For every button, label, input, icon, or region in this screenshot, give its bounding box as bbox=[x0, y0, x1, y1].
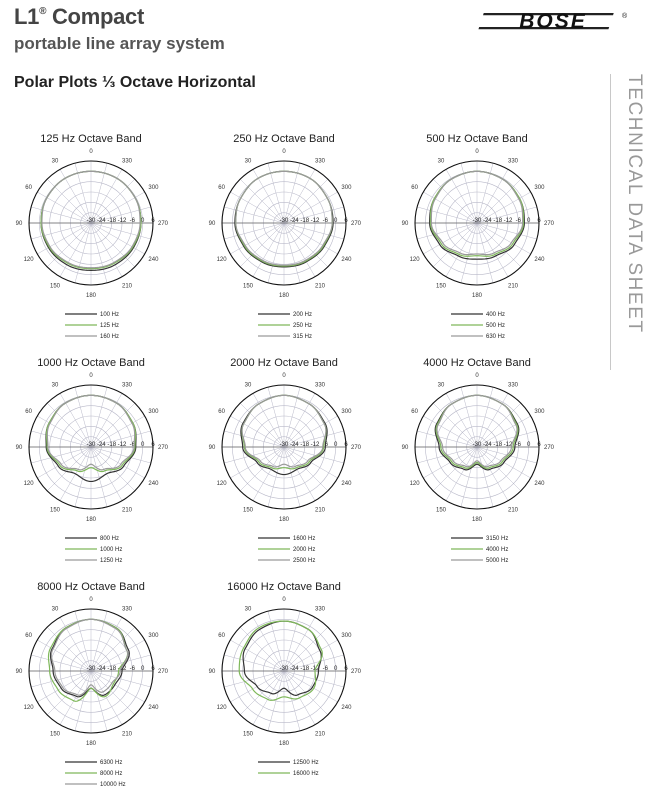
legend-label: 2000 Hz bbox=[293, 547, 316, 553]
angle-label: 210 bbox=[121, 731, 133, 738]
grid-spoke bbox=[91, 223, 135, 267]
angle-label: 90 bbox=[15, 445, 23, 451]
polar-chart bbox=[16, 357, 169, 564]
polar-chart bbox=[209, 133, 362, 340]
grid-spoke bbox=[284, 179, 328, 223]
angle-label: 330 bbox=[314, 382, 326, 389]
angle-label: 150 bbox=[49, 507, 61, 514]
radial-label: 0 bbox=[141, 218, 145, 224]
angle-label: 180 bbox=[278, 293, 290, 299]
grid-spoke bbox=[60, 671, 91, 725]
angle-label: 240 bbox=[341, 257, 352, 263]
logo-registered-mark: ® bbox=[622, 13, 628, 20]
angle-label: 30 bbox=[244, 606, 252, 613]
grid-spoke bbox=[230, 192, 284, 223]
grid-spoke bbox=[446, 223, 477, 277]
chart-title: 8000 Hz Octave Band bbox=[37, 581, 145, 593]
angle-label: 300 bbox=[534, 409, 545, 415]
angle-label: 60 bbox=[25, 633, 32, 639]
angle-label: 240 bbox=[534, 481, 545, 487]
angle-label: 240 bbox=[148, 481, 159, 487]
radial-label: -18 bbox=[300, 442, 310, 448]
angle-label: 210 bbox=[121, 507, 133, 514]
legend-label: 160 Hz bbox=[100, 334, 120, 340]
radial-label: -12 bbox=[310, 442, 320, 448]
product-subtitle: portable line array system bbox=[14, 34, 225, 53]
legend-label: 1250 Hz bbox=[100, 558, 123, 564]
angle-label: 90 bbox=[15, 669, 23, 675]
radial-label: 0 bbox=[334, 442, 338, 448]
radial-label: -24 bbox=[482, 442, 492, 448]
angle-label: 180 bbox=[471, 517, 483, 523]
grid-spoke bbox=[60, 617, 91, 671]
angle-label: 180 bbox=[471, 293, 483, 299]
angle-label: 30 bbox=[51, 606, 59, 613]
grid-spoke bbox=[253, 393, 284, 447]
angle-label: 210 bbox=[121, 283, 133, 290]
radial-label: -30 bbox=[86, 218, 96, 224]
radial-label: -12 bbox=[117, 442, 127, 448]
grid-spoke bbox=[240, 403, 284, 447]
grid-spoke bbox=[60, 393, 91, 447]
grid-spoke bbox=[253, 223, 284, 277]
legend-label: 1600 Hz bbox=[293, 536, 316, 542]
grid-spoke bbox=[37, 192, 91, 223]
chart-title: 4000 Hz Octave Band bbox=[423, 357, 531, 369]
legend-label: 630 Hz bbox=[486, 334, 506, 340]
angle-label: 300 bbox=[148, 185, 159, 191]
grid-spoke bbox=[91, 403, 135, 447]
angle-label: 330 bbox=[121, 606, 133, 613]
angle-label: 150 bbox=[242, 507, 254, 514]
angle-label: 330 bbox=[314, 158, 326, 165]
angle-label: 330 bbox=[121, 382, 133, 389]
section-title: Polar Plots ⅓ Octave Horizontal bbox=[14, 74, 256, 91]
angle-label: 0 bbox=[89, 149, 93, 155]
grid-spoke bbox=[284, 393, 315, 447]
angle-label: 120 bbox=[409, 481, 420, 487]
radial-label: -24 bbox=[96, 218, 106, 224]
angle-label: 180 bbox=[85, 741, 97, 747]
angle-label: 300 bbox=[148, 633, 159, 639]
radial-label: -18 bbox=[493, 218, 503, 224]
legend-label: 6300 Hz bbox=[100, 760, 123, 766]
angle-label: 150 bbox=[242, 283, 254, 290]
polar-chart bbox=[16, 133, 169, 340]
angle-label: 240 bbox=[341, 481, 352, 487]
angle-label: 60 bbox=[25, 185, 32, 191]
angle-label: 180 bbox=[85, 517, 97, 523]
grid-spoke bbox=[240, 179, 284, 223]
radial-label: -30 bbox=[279, 666, 289, 672]
legend-label: 3150 Hz bbox=[486, 536, 509, 542]
chart-title: 1000 Hz Octave Band bbox=[37, 357, 145, 369]
radial-label: -24 bbox=[289, 218, 299, 224]
grid-spoke bbox=[423, 416, 477, 447]
angle-label: 270 bbox=[350, 221, 362, 227]
angle-label: 270 bbox=[157, 221, 169, 227]
legend-label: 800 Hz bbox=[100, 536, 120, 542]
grid-spoke bbox=[446, 393, 477, 447]
angle-label: 270 bbox=[157, 669, 169, 675]
angle-label: 270 bbox=[157, 445, 169, 451]
legend-label: 1000 Hz bbox=[100, 547, 123, 553]
polar-chart bbox=[209, 581, 362, 777]
legend-label: 16000 Hz bbox=[293, 771, 319, 777]
angle-label: 300 bbox=[534, 185, 545, 191]
angle-label: 120 bbox=[23, 481, 34, 487]
legend-label: 500 Hz bbox=[486, 323, 506, 329]
grid-spoke bbox=[477, 179, 521, 223]
grid-spoke bbox=[91, 179, 135, 223]
radial-label: -24 bbox=[96, 442, 106, 448]
grid-spoke bbox=[433, 179, 477, 223]
angle-label: 30 bbox=[437, 158, 445, 165]
angle-label: 270 bbox=[543, 221, 555, 227]
angle-label: 180 bbox=[278, 517, 290, 523]
angle-label: 240 bbox=[341, 705, 352, 711]
angle-label: 120 bbox=[216, 481, 227, 487]
sidebar-label: TECHNICAL DATA SHEET bbox=[624, 74, 645, 334]
radial-label: -30 bbox=[472, 442, 482, 448]
angle-label: 60 bbox=[411, 185, 418, 191]
grid-spoke bbox=[91, 671, 122, 725]
radial-label: -18 bbox=[300, 666, 310, 672]
grid-spoke bbox=[60, 169, 91, 223]
radial-label: 6 bbox=[151, 442, 155, 448]
angle-label: 90 bbox=[208, 221, 216, 227]
angle-label: 330 bbox=[121, 158, 133, 165]
grid-spoke bbox=[446, 169, 477, 223]
angle-label: 120 bbox=[23, 257, 34, 263]
radial-label: -12 bbox=[310, 218, 320, 224]
angle-label: 240 bbox=[148, 705, 159, 711]
angle-label: 240 bbox=[534, 257, 545, 263]
legend-label: 250 Hz bbox=[293, 323, 313, 329]
angle-label: 300 bbox=[341, 633, 352, 639]
radial-label: -30 bbox=[472, 218, 482, 224]
angle-label: 30 bbox=[244, 382, 252, 389]
angle-label: 210 bbox=[314, 731, 326, 738]
radial-label: 0 bbox=[527, 218, 531, 224]
grid-spoke bbox=[284, 671, 338, 702]
angle-label: 90 bbox=[15, 221, 23, 227]
angle-label: 30 bbox=[244, 158, 252, 165]
radial-label: -18 bbox=[300, 218, 310, 224]
angle-label: 90 bbox=[401, 221, 409, 227]
angle-label: 0 bbox=[475, 373, 479, 379]
radial-label: -18 bbox=[107, 218, 117, 224]
legend-label: 12500 Hz bbox=[293, 760, 319, 766]
grid-spoke bbox=[477, 223, 508, 277]
radial-label: 0 bbox=[334, 218, 338, 224]
angle-label: 120 bbox=[409, 257, 420, 263]
angle-label: 150 bbox=[435, 283, 447, 290]
radial-label: -6 bbox=[515, 442, 521, 448]
radial-label: -12 bbox=[503, 218, 513, 224]
angle-label: 300 bbox=[341, 185, 352, 191]
radial-label: -6 bbox=[322, 442, 328, 448]
radial-label: 0 bbox=[527, 442, 531, 448]
legend-label: 8000 Hz bbox=[100, 771, 123, 777]
angle-label: 120 bbox=[216, 257, 227, 263]
radial-label: 0 bbox=[141, 666, 145, 672]
radial-label: 0 bbox=[334, 666, 338, 672]
polar-chart bbox=[402, 357, 555, 564]
angle-label: 210 bbox=[314, 283, 326, 290]
chart-title: 125 Hz Octave Band bbox=[40, 133, 142, 145]
grid-spoke bbox=[91, 169, 122, 223]
radial-label: 0 bbox=[141, 442, 145, 448]
grid-spoke bbox=[47, 223, 91, 267]
grid-spoke bbox=[240, 627, 284, 671]
radial-label: -30 bbox=[279, 218, 289, 224]
legend-label: 5000 Hz bbox=[486, 558, 509, 564]
legend-label: 400 Hz bbox=[486, 312, 506, 318]
angle-label: 0 bbox=[282, 373, 286, 379]
angle-label: 180 bbox=[85, 293, 97, 299]
radial-label: -12 bbox=[117, 666, 127, 672]
angle-label: 120 bbox=[216, 705, 227, 711]
grid-spoke bbox=[284, 403, 328, 447]
angle-label: 60 bbox=[218, 185, 225, 191]
angle-label: 300 bbox=[341, 409, 352, 415]
radial-label: -30 bbox=[86, 442, 96, 448]
grid-spoke bbox=[284, 223, 338, 254]
grid-spoke bbox=[37, 640, 91, 671]
grid-spoke bbox=[37, 416, 91, 447]
grid-spoke bbox=[47, 403, 91, 447]
grid-spoke bbox=[91, 393, 122, 447]
legend-label: 100 Hz bbox=[100, 312, 120, 318]
angle-label: 0 bbox=[89, 597, 93, 603]
radial-label: -6 bbox=[129, 218, 135, 224]
angle-label: 210 bbox=[507, 507, 519, 514]
grid-spoke bbox=[37, 447, 91, 478]
angle-label: 330 bbox=[507, 382, 519, 389]
chart-title: 2000 Hz Octave Band bbox=[230, 357, 338, 369]
angle-label: 300 bbox=[148, 409, 159, 415]
radial-label: -18 bbox=[107, 666, 117, 672]
radial-label: 6 bbox=[344, 442, 348, 448]
angle-label: 90 bbox=[208, 445, 216, 451]
grid-spoke bbox=[47, 179, 91, 223]
grid-spoke bbox=[284, 169, 315, 223]
radial-label: 6 bbox=[151, 666, 155, 672]
radial-label: 6 bbox=[151, 218, 155, 224]
logo-wordmark: BOSE bbox=[519, 10, 587, 33]
product-title: L1® Compact bbox=[14, 4, 144, 29]
legend-label: 4000 Hz bbox=[486, 547, 509, 553]
angle-label: 210 bbox=[314, 507, 326, 514]
angle-label: 60 bbox=[218, 409, 225, 415]
grid-spoke bbox=[230, 223, 284, 254]
grid-spoke bbox=[253, 169, 284, 223]
grid-spoke bbox=[477, 169, 508, 223]
radial-label: -24 bbox=[289, 666, 299, 672]
angle-label: 150 bbox=[49, 283, 61, 290]
angle-label: 330 bbox=[314, 606, 326, 613]
legend-label: 200 Hz bbox=[293, 312, 313, 318]
legend-label: 315 Hz bbox=[293, 334, 313, 340]
grid-spoke bbox=[284, 223, 315, 277]
angle-label: 180 bbox=[278, 741, 290, 747]
legend-label: 2500 Hz bbox=[293, 558, 316, 564]
radial-label: -12 bbox=[117, 218, 127, 224]
radial-label: -6 bbox=[129, 442, 135, 448]
angle-label: 60 bbox=[218, 633, 225, 639]
grid-spoke bbox=[91, 617, 122, 671]
chart-title: 250 Hz Octave Band bbox=[233, 133, 335, 145]
angle-label: 120 bbox=[23, 705, 34, 711]
grid-spoke bbox=[91, 447, 145, 478]
radial-label: -6 bbox=[515, 218, 521, 224]
angle-label: 0 bbox=[89, 373, 93, 379]
angle-label: 60 bbox=[25, 409, 32, 415]
legend-label: 10000 Hz bbox=[100, 782, 126, 788]
radial-label: 6 bbox=[537, 442, 541, 448]
angle-label: 30 bbox=[51, 382, 59, 389]
legend-label: 125 Hz bbox=[100, 323, 120, 329]
grid-spoke bbox=[477, 447, 508, 501]
angle-label: 0 bbox=[282, 149, 286, 155]
radial-label: 6 bbox=[344, 666, 348, 672]
radial-label: -6 bbox=[129, 666, 135, 672]
chart-title: 16000 Hz Octave Band bbox=[227, 581, 341, 593]
angle-label: 210 bbox=[507, 283, 519, 290]
radial-label: -24 bbox=[289, 442, 299, 448]
radial-label: -30 bbox=[86, 666, 96, 672]
grid-spoke bbox=[477, 393, 508, 447]
angle-label: 0 bbox=[282, 597, 286, 603]
angle-label: 270 bbox=[350, 445, 362, 451]
grid-spoke bbox=[230, 416, 284, 447]
angle-label: 90 bbox=[401, 445, 409, 451]
angle-label: 0 bbox=[475, 149, 479, 155]
radial-label: -30 bbox=[279, 442, 289, 448]
radial-label: -6 bbox=[322, 666, 328, 672]
radial-label: -12 bbox=[503, 442, 513, 448]
radial-label: -18 bbox=[107, 442, 117, 448]
radial-label: -24 bbox=[96, 666, 106, 672]
grid-spoke bbox=[230, 640, 284, 671]
radial-label: 6 bbox=[537, 218, 541, 224]
angle-label: 150 bbox=[242, 731, 254, 738]
angle-label: 330 bbox=[507, 158, 519, 165]
polar-chart bbox=[209, 357, 362, 564]
polar-chart bbox=[402, 133, 555, 340]
angle-label: 90 bbox=[208, 669, 216, 675]
angle-label: 30 bbox=[51, 158, 59, 165]
angle-label: 270 bbox=[350, 669, 362, 675]
angle-label: 150 bbox=[435, 507, 447, 514]
grid-spoke bbox=[446, 447, 477, 501]
radial-label: -18 bbox=[493, 442, 503, 448]
radial-label: -6 bbox=[322, 218, 328, 224]
angle-label: 240 bbox=[148, 257, 159, 263]
angle-label: 30 bbox=[437, 382, 445, 389]
angle-label: 270 bbox=[543, 445, 555, 451]
radial-label: 6 bbox=[344, 218, 348, 224]
angle-label: 60 bbox=[411, 409, 418, 415]
series-curve bbox=[243, 621, 321, 695]
radial-label: -12 bbox=[310, 666, 320, 672]
radial-label: -24 bbox=[482, 218, 492, 224]
polar-chart bbox=[16, 581, 169, 788]
angle-label: 150 bbox=[49, 731, 61, 738]
chart-title: 500 Hz Octave Band bbox=[426, 133, 528, 145]
